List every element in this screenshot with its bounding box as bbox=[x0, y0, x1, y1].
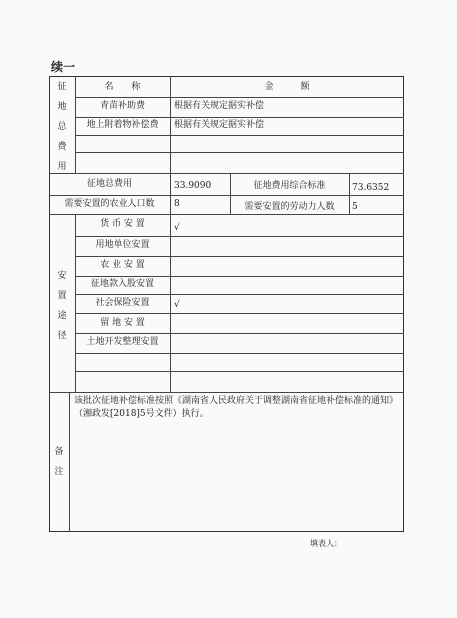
fee-row-name: 地上附着物补偿费 bbox=[86, 120, 159, 130]
remarks-section-label: 备 注 bbox=[54, 447, 64, 477]
farm-population-value: 8 bbox=[174, 199, 180, 209]
resettlement-option-label: 货 币 安 置 bbox=[100, 219, 145, 229]
standard-label: 征地费用综合标准 bbox=[253, 181, 326, 191]
resettlement-option-label: 农 业 安 置 bbox=[100, 260, 145, 270]
continued-heading: 续一 bbox=[51, 60, 76, 74]
filler-label: 填表人： bbox=[310, 539, 342, 548]
column-header-amount: 金 额 bbox=[264, 82, 310, 92]
fee-row-amount: 根据有关规定据实补偿 bbox=[174, 101, 265, 111]
fee-row-name: 青苗补助费 bbox=[99, 101, 145, 111]
standard-value: 73.6352 bbox=[352, 183, 390, 193]
resettlement-option-label: 社会保险安置 bbox=[95, 298, 150, 308]
labor-label: 需要安置的劳动力人数 bbox=[244, 202, 335, 212]
check-mark: √ bbox=[174, 223, 180, 233]
labor-value: 5 bbox=[352, 202, 358, 212]
fees-section-label: 征 地 总 费 用 bbox=[57, 82, 67, 172]
resettlement-option-label: 用地单位安置 bbox=[95, 240, 150, 250]
resettlement-option-label: 土地开发整理安置 bbox=[86, 337, 159, 347]
resettlement-option-label: 征地款入股安置 bbox=[90, 279, 154, 289]
column-header-name: 名 称 bbox=[104, 82, 141, 92]
resettlement-option-label: 留 地 安 置 bbox=[100, 318, 145, 328]
fee-row-amount: 根据有关规定据实补偿 bbox=[174, 120, 265, 130]
remarks-text: 该批次征地补偿标准按照《湖南省人民政府关于调整湖南省征地补偿标准的通知》（湘政发[2018]5号文件）执行。 bbox=[74, 396, 399, 419]
resettlement-section-label: 安 置 途 径 bbox=[57, 271, 67, 341]
total-cost-value: 33.9090 bbox=[174, 181, 212, 191]
check-mark: √ bbox=[174, 300, 180, 310]
total-cost-label: 征地总费用 bbox=[86, 179, 132, 189]
farm-population-label: 需要安置的农业人口数 bbox=[64, 199, 155, 209]
